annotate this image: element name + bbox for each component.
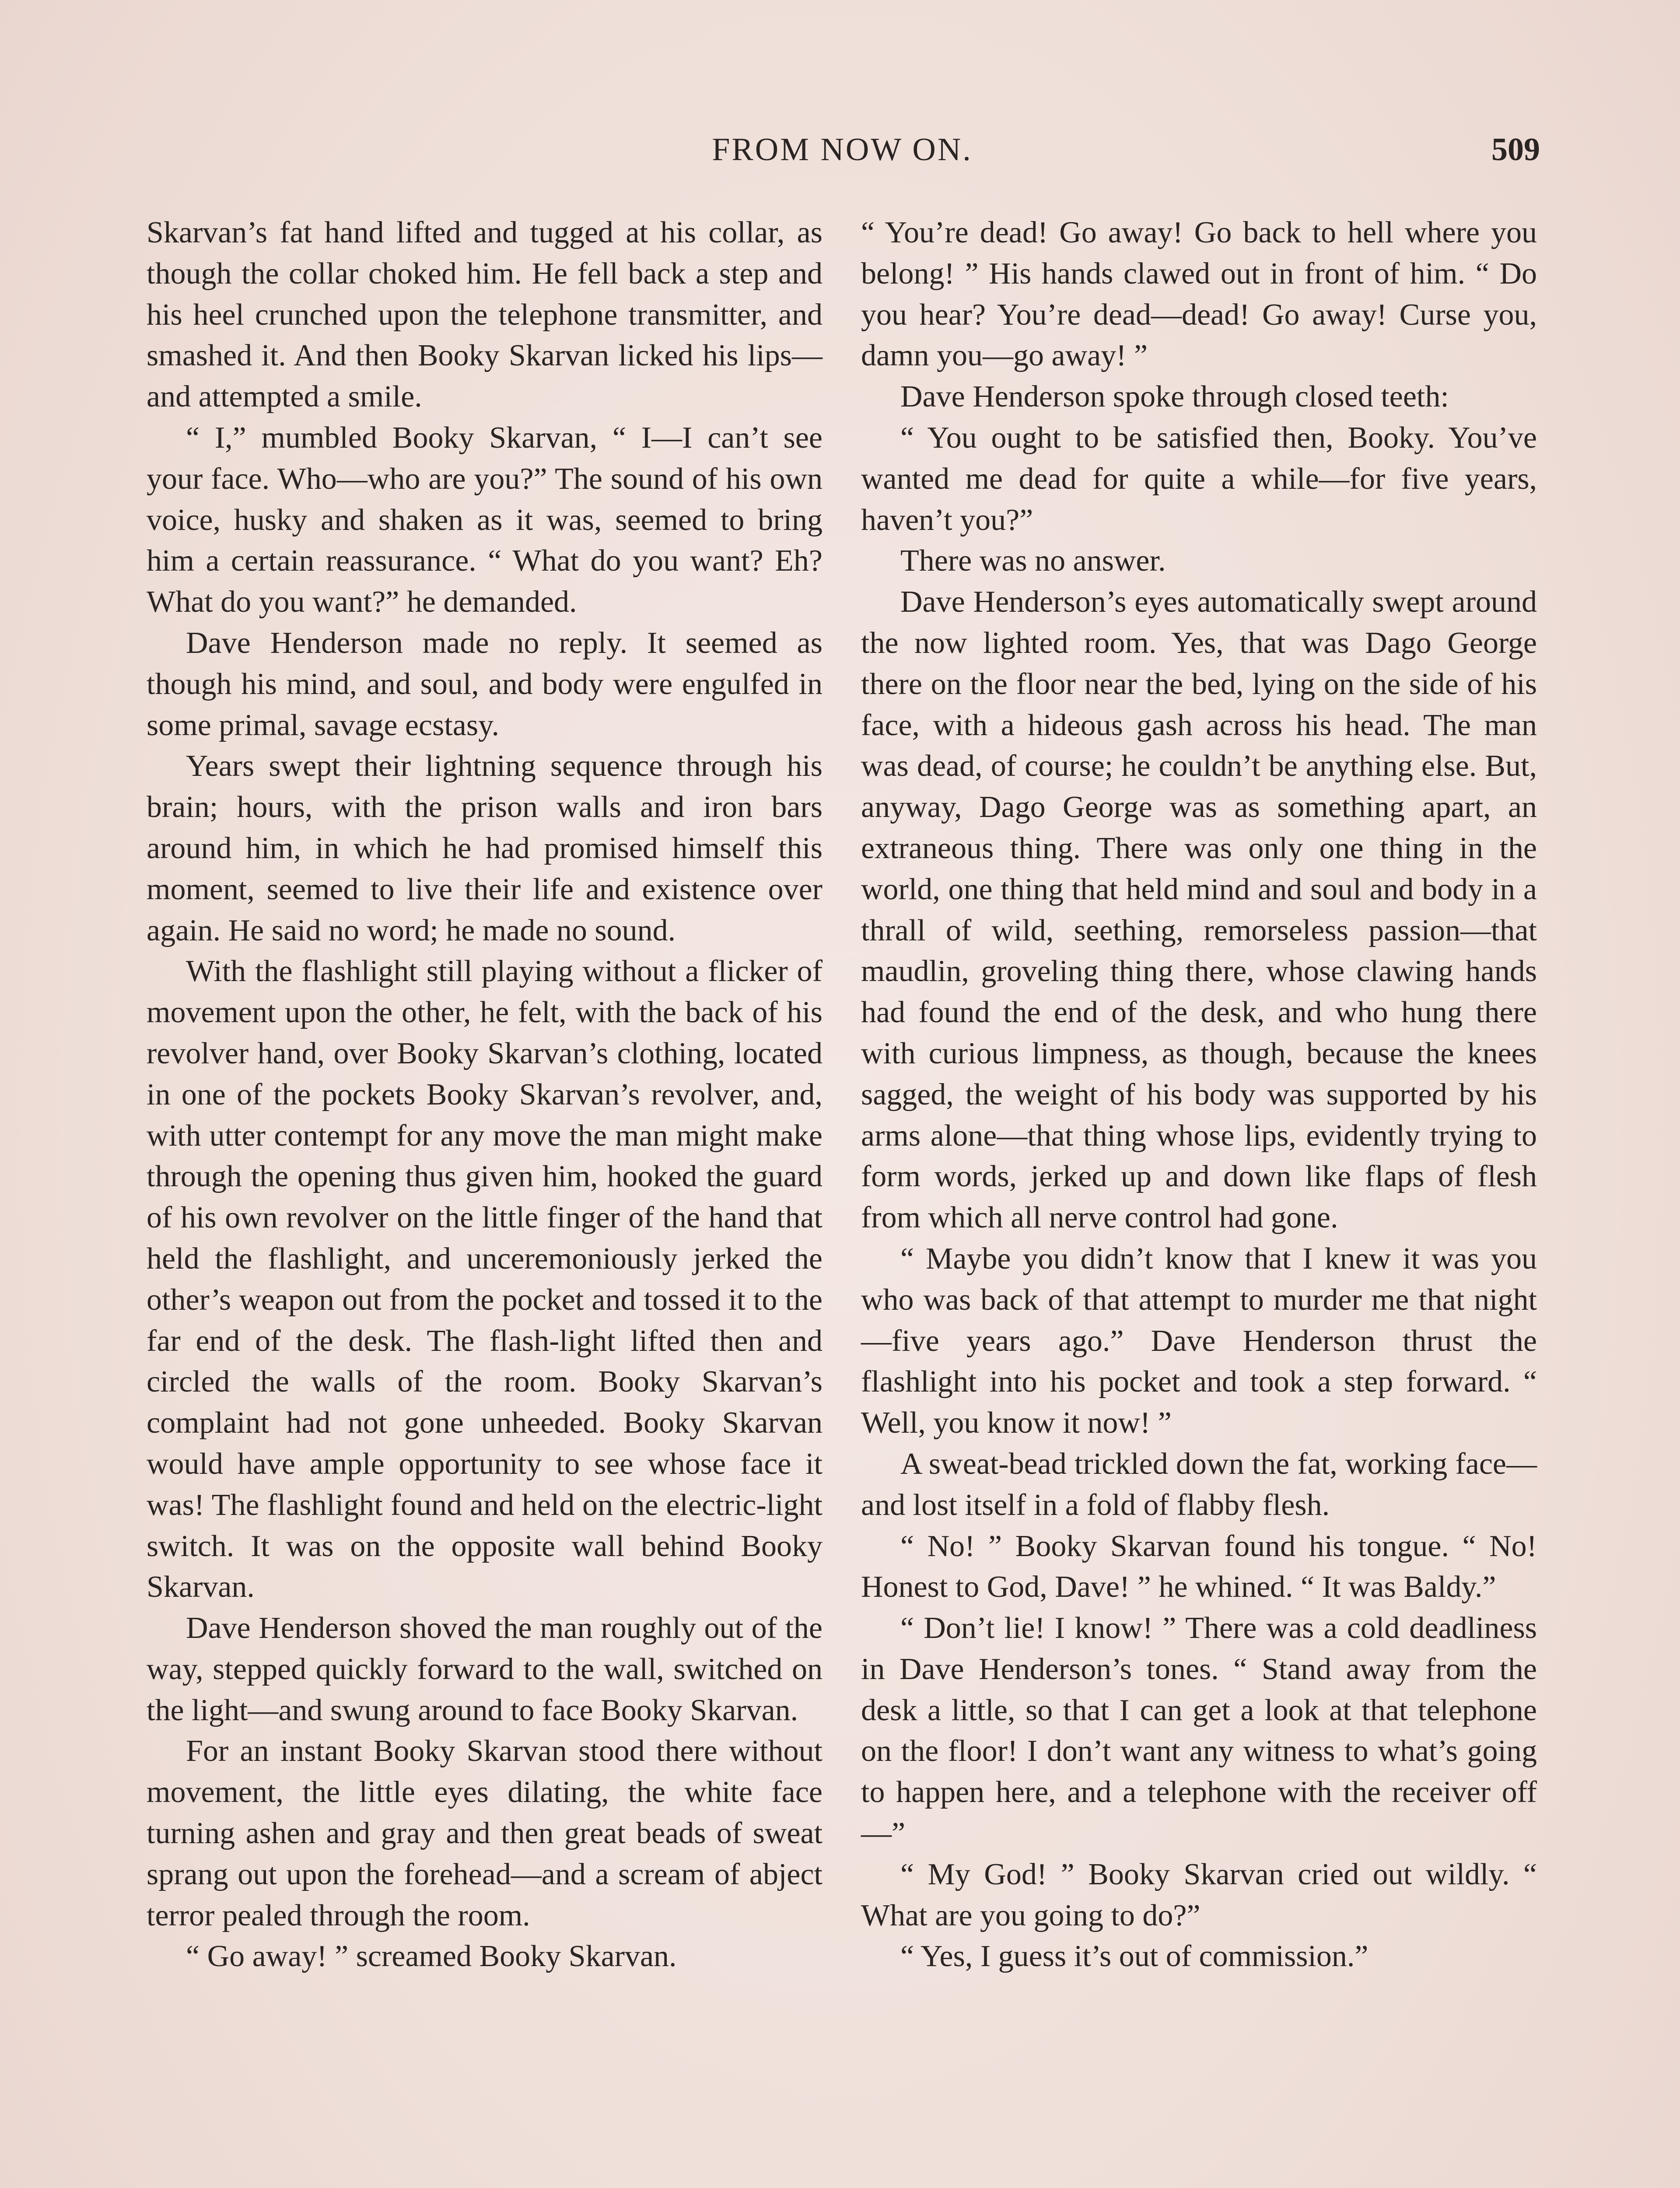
paragraph: Dave Henderson’s eyes automatically swept around the now lighted room. Yes, that was Dago George there on the floor near the bed, lying on the side of his face, with a hideous gash across his head. The man was dead, of course; he couldn’t be anything else. But, anyway, Dago George was as something apart, an extraneous thing. There was only one thing in the world, one thing that held mind and soul and body in a thrall of wild, seething, remorseless passion—that maudlin, groveling thing there, whose clawing hands had found the end of the desk, and who hung there with curious limpness, as though, because the knees sagged, the weight of his body was supported by his arms alone—that thing whose lips, evidently trying to form words, jerked up and down like flaps of flesh from which all nerve control had gone. [861, 585, 1537, 1235]
paragraph: Dave Henderson shoved the man roughly out of the way, stepped quickly forward to the wall, switched on the light—and swung around to face Booky Skarvan. [147, 1611, 822, 1727]
page-header [144, 131, 1540, 175]
paragraph: “ Go away! ” screamed Booky Skarvan. [186, 1939, 677, 1974]
paragraph: A sweat-bead trickled down the fat, working face—and lost itself in a fold of flabby flesh. [861, 1447, 1537, 1522]
running-title: FROM NOW ON. [712, 132, 973, 168]
paragraph: Dave Henderson made no reply. It seemed as though his mind, and soul, and body were engulfed in some primal, savage ecstasy. [147, 626, 822, 742]
paragraph: With the flashlight still playing without a flicker of movement upon the other, he felt, with the back of his revolver hand, over Booky Skarvan’s clothing, located in one of the pockets Booky Skarvan’s revolver, and, with utter contempt for any move the man might make through the opening thus given him, hooked the guard of his own revolver on the little finger of the hand that held the flashlight, and unceremoniously jerked the other’s weapon out from the pocket and tossed it to the far end of the desk. The flash-light lifted then and circled the walls of the room. Booky Skarvan’s complaint had not gone unheeded. Booky Skarvan would have ample opportunity to see whose face it was! The flashlight found and held on the electric-light switch. It was on the opposite wall behind Booky Skarvan. [147, 954, 822, 1604]
paragraph: Years swept their lightning sequence through his brain; hours, with the prison walls and iron bars around him, in which he had promised himself this moment, seemed to live their life and existence over again. He said no word; he made no sound. [147, 749, 822, 947]
paragraph: “ Maybe you didn’t know that I knew it was you who was back of that attempt to murder me that night—five years ago.” Dave Henderson thrust the flashlight into his pocket and took a step forward. “ Well, you know it now! ” [861, 1241, 1537, 1440]
paragraph: “ You ought to be satisfied then, Booky. You’ve wanted me dead for quite a while—for five years, haven’t you?” [861, 421, 1537, 537]
paragraph: For an instant Booky Skarvan stood there without movement, the little eyes dilating, the white face turning ashen and gray and then great beads of sweat sprang out upon the forehead—and a scream of abject terror pealed through the room. [147, 1734, 822, 1932]
paragraph: “ Yes, I guess it’s out of commission.” [900, 1939, 1368, 1974]
right-text-column [861, 212, 1537, 1977]
paragraph: “ My God! ” Booky Skarvan cried out wildly. “ What are you going to do?” [861, 1857, 1537, 1932]
paragraph: Dave Henderson spoke through closed teeth: [900, 380, 1449, 414]
paragraph: “ Don’t lie! I know! ” There was a cold deadliness in Dave Henderson’s tones. “ Stand away from the desk a little, so that I can get a look at that telephone on the floor! I don’t want any witness to what’s going to happen here, and a telephone with the receiver off—” [861, 1611, 1537, 1851]
paragraph: “ You’re dead! Go away! Go back to hell where you belong! ” His hands clawed out in front of him. “ Do you hear? You’re dead—dead! Go away! Curse you, damn you—go away! ” [861, 216, 1537, 373]
paragraph: Skarvan’s fat hand lifted and tugged at his collar, as though the collar choked him. He fell back a step and his heel crunched upon the telephone transmitter, and smashed it. And then Booky Skarvan licked his lips—and attempted a smile. [147, 216, 822, 414]
page-number: 509 [1491, 132, 1540, 168]
paragraph: “ No! ” Booky Skarvan found his tongue. “ No! Honest to God, Dave! ” he whined. “ It was Baldy.” [861, 1529, 1537, 1604]
paragraph: There was no answer. [900, 544, 1166, 578]
left-text-column [147, 212, 822, 1977]
paragraph: “ I,” mumbled Booky Skarvan, “ I—I can’t see your face. Who—who are you?” The sound of his own voice, husky and shaken as it was, seemed to bring him a certain reassurance. “ What do you want? Eh? What do you want?” he demanded. [147, 421, 822, 619]
